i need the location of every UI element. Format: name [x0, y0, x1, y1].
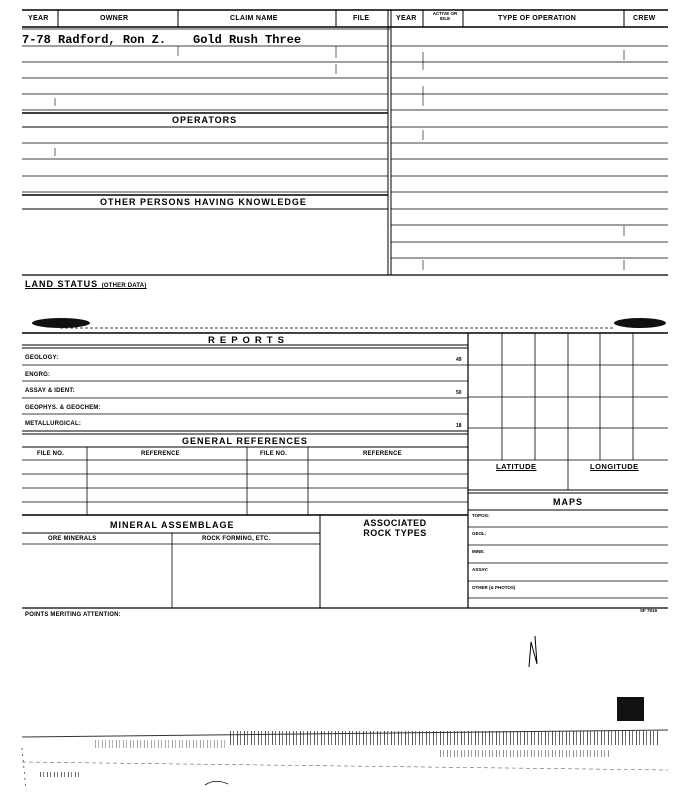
scan-noise-band-4	[40, 772, 80, 777]
associated-rock-types-title: ASSOCIATED ROCK TYPES	[363, 518, 427, 538]
rock-forming-header: ROCK FORMING, ETC.	[202, 536, 271, 542]
report-label-metallurgical: METALLURGICAL:	[25, 421, 82, 427]
ref-header-reference-1: REFERENCE	[141, 451, 180, 457]
maps-title: MAPS	[553, 497, 584, 507]
report-label-engrg: ENGRG:	[25, 372, 51, 378]
land-status-label: LAND STATUS	[25, 279, 99, 289]
reports-title: R E P O R T S	[208, 335, 286, 346]
scan-blot-square	[617, 697, 644, 721]
ref-header-reference-2: REFERENCE	[363, 451, 402, 457]
land-status-title	[25, 280, 147, 289]
header-claim-name: CLAIM NAME	[230, 15, 278, 22]
entry-claim-name: Gold Rush Three	[193, 33, 302, 47]
map-label-geol: GEOL:	[472, 531, 487, 536]
scan-blot-left	[32, 318, 90, 328]
ref-header-file-no-1: FILE NO.	[37, 451, 64, 457]
scan-blot-right	[614, 318, 666, 328]
header-active-or-idle: ACTIVE OR IDLE	[432, 11, 458, 21]
mineral-assemblage-title: MINERAL ASSEMBLAGE	[110, 520, 235, 530]
other-persons-title: OTHER PERSONS HAVING KNOWLEDGE	[100, 197, 307, 207]
report-num-metallurgical: 18	[456, 423, 462, 429]
header-year: YEAR	[28, 15, 49, 22]
scan-noise-band-3	[440, 750, 610, 757]
header-file: FILE	[353, 15, 370, 22]
land-status-sub: (OTHER DATA)	[101, 283, 147, 289]
header-owner: OWNER	[100, 15, 129, 22]
header-type-of-operation: TYPE OF OPERATION	[498, 15, 577, 22]
ref-header-file-no-2: FILE NO.	[260, 451, 287, 457]
map-label-mine: MINE:	[472, 549, 485, 554]
latitude-label: LATITUDE	[496, 462, 537, 471]
header-year-2: YEAR	[396, 15, 417, 22]
map-label-topog: TOPOG:	[472, 513, 490, 518]
general-references-title: GENERAL REFERENCES	[182, 436, 308, 446]
header-crew: CREW	[633, 15, 656, 22]
report-label-geology: GEOLOGY:	[25, 355, 59, 361]
points-meriting-attention: POINTS MERITING ATTENTION:	[25, 612, 121, 618]
ore-minerals-header: ORE MINERALS	[48, 536, 97, 542]
report-num-assay: 50	[456, 390, 462, 396]
map-label-assay: ASSAY:	[472, 567, 489, 572]
operators-title: OPERATORS	[172, 115, 238, 125]
report-label-assay: ASSAY & IDENT:	[25, 388, 75, 394]
report-num-geology: 49	[456, 357, 462, 363]
form-number: SF 7919	[640, 608, 658, 613]
longitude-label: LONGITUDE	[590, 462, 639, 471]
scan-noise-band-2	[95, 740, 225, 748]
scan-noise-band	[230, 731, 660, 745]
entry-year-owner: 7-78 Radford, Ron Z.	[22, 33, 167, 47]
map-label-other: OTHER (& PHOTOS)	[472, 585, 516, 590]
report-label-geophys: GEOPHYS. & GEOCHEM:	[25, 405, 101, 411]
